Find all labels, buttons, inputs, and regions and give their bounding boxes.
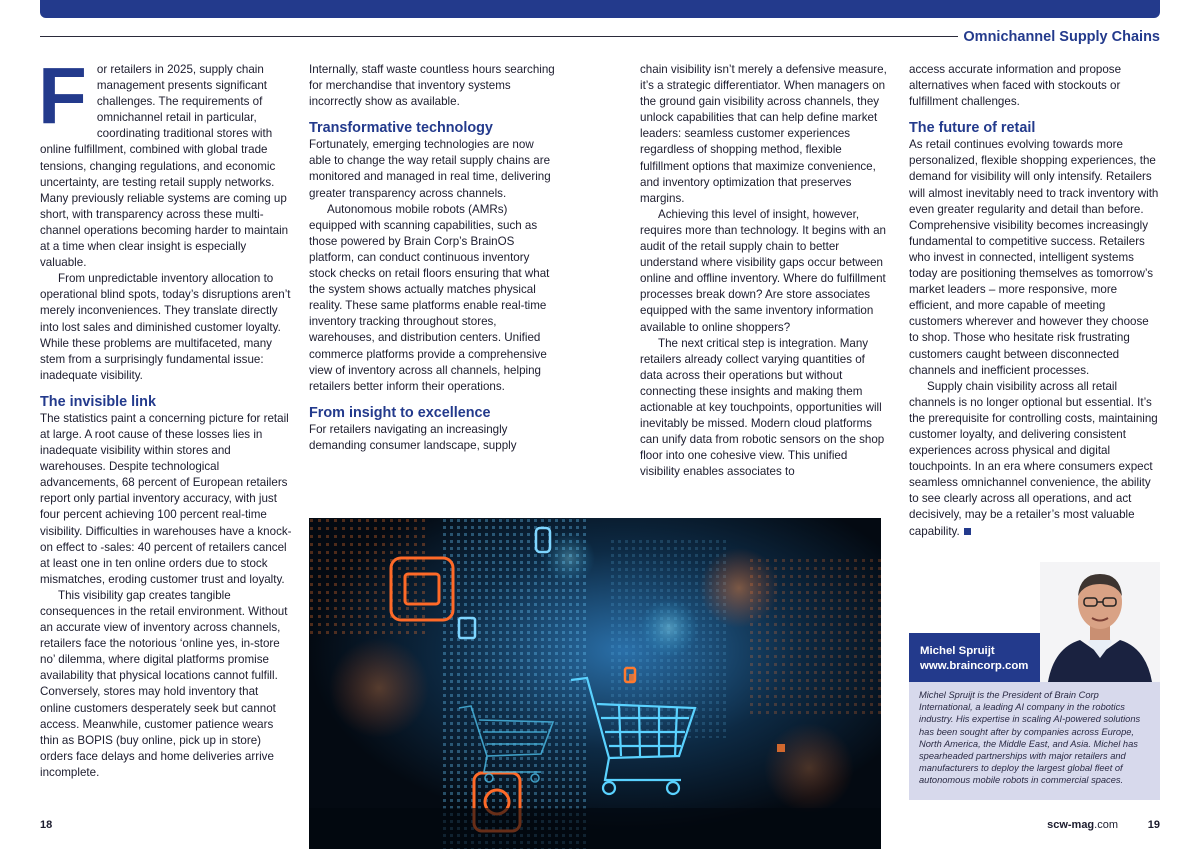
article-column-1 <box>38 51 292 781</box>
subheading-future-of-retail: The future of retail <box>909 120 1036 137</box>
magazine-site <box>1047 819 1118 831</box>
article-column-2 <box>309 62 555 454</box>
paragraph: For retailers navigating an increasingly demanding consumer landscape, supply <box>309 422 517 452</box>
subheading-invisible-link: The invisible link <box>40 393 156 410</box>
intro-paragraph <box>38 51 292 271</box>
site-tld: .com <box>1094 819 1118 831</box>
shopping-cart-illustration <box>309 518 881 849</box>
header-rule <box>40 36 958 37</box>
author-bio: Michel Spruijt is the President of Brain Corp International, a leading AI company in the robotics industry. His expertise in scaling AI-powered solutions has been sought after by companies across Europe, North America, the Middle East, and Asia. Michel has spearheaded partnerships with major retailers and manufacturers to deploy the largest global fleet of autonomous mobile robots in commercial spaces. <box>909 682 1160 800</box>
author-name: Michel Spruijt <box>920 645 995 657</box>
paragraph: chain visibility isn’t merely a defensive measure, it’s a strategic differentiator. When managers on the ground gain visibility across channels, they unlock capabilities that can help define market leaders: seamless customer experiences regardless of shopping method, flexible fulfillment options that maximize convenience, and inventory optimization that preserves margins. <box>640 63 887 205</box>
page-number-left: 18 <box>40 819 53 831</box>
section-title: Omnichannel Supply Chains <box>963 29 1160 45</box>
article-column-4 <box>909 62 1161 540</box>
paragraph: From unpredictable inventory allocation to operational blind spots, today’s disruptions aren’t merely inconveniences. They translate directly into lost sales and diminished customer loyalty. While these problems are multifaceted, many stem from a surprisingly fundamental issue: inadequate visibility. <box>40 272 291 382</box>
paragraph: Internally, staff waste countless hours searching for merchandise that inventory systems incorrectly show as available. <box>309 63 555 109</box>
page-number-right: 19 <box>1147 819 1160 831</box>
paragraph: This visibility gap creates tangible consequences in the retail environment. Without an accurate view of inventory across channels, retailers face the notorious ‘online yes, in-store no’ dilemma, where digital platforms promise availability that physical locations cannot fulfill. Conversely, stores may hold inventory that online customers desperately seek but cannot access. Meanwhile, customer patience wears thin as BOPIS (buy online, pick up in store) orders face delays and home deliveries arrive incomplete. <box>40 588 288 779</box>
subheading-transformative-technology: Transformative technology <box>309 120 493 137</box>
paragraph: Fortunately, emerging technologies are now able to change the way retail supply chains are monitored and managed in real time, delivering greater transparency across channels. <box>309 138 551 200</box>
paragraph: The next critical step is integration. Many retailers already collect varying quantities of data across their operations but without connecting these insights and making them actionable at key touchpoints, opportunities will inevitably be missed. Modern cloud platforms can unify data from robotic sensors on the shop floor into one cohesive view. This unified visibility enables associates to <box>640 336 885 479</box>
article-column-3 <box>640 62 888 480</box>
author-photo <box>1040 562 1160 682</box>
paragraph: The statistics paint a concerning picture for retail at large. A root cause of these losses lies in inadequate visibility within stores and warehouses. Despite technological advancements, 68 percent of European retailers report only partial inventory accuracy, with just four percent achieving 100 percent real-time visibility. Difficulties in warehouses have a knock-on effect to -sales: 40 percent of retailers cancel at least one in ten online orders due to stock mismatches, eroding customer trust and loyalty. <box>40 411 292 586</box>
paragraph <box>909 379 1161 540</box>
site-name: scw-mag <box>1047 819 1095 831</box>
paragraph-text: or retailers in 2025, supply chain management presents significant challenges. The requirements of omnichannel retail in particular, coordinating traditional stores with online fulfillment, combined with global trade tensions, changing regulations, and economic uncertainty, are testing retail supply networks. Many previously reliable systems are coming up short, with transparency across these multi-channel operations becoming harder to maintain at a time when clear insight is especially valuable. <box>40 63 289 270</box>
paragraph: access accurate information and propose alternatives when faced with stockouts or fulfillment challenges. <box>909 63 1122 109</box>
paragraph: Autonomous mobile robots (AMRs) equipped with scanning capabilities, such as those powered by Brain Corp’s BrainOS platform, can conduct continuous inventory stock checks on retail floors ensuring that what the system shows actually matches physical reality. These same platforms enable real-time inventory tracking throughout stores, warehouses, and distribution centers. Unified commerce platforms provide a comprehensive view of inventory across all channels, helping retailers better inform their operations. <box>309 202 550 393</box>
subheading-insight-to-excellence: From insight to excellence <box>309 404 491 421</box>
paragraph: Achieving this level of insight, however, requires more than technology. It begins with an audit of the retail supply chain to better understand where visibility gaps occur between online and offline inventory. Where do fulfillment processes break down? Are store associates equipped with the same inventory information available to online shoppers? <box>640 207 886 334</box>
paragraph-text: Supply chain visibility across all retail channels is no longer optional but essential. It’s the prerequisite for controlling costs, maintaining customer loyalty, and delivering consistent experiences across physical and digital touchpoints. In an era where consumers expect seamless omnichannel convenience, the ability to see clearly across all operations, and act decisively, may be a retailer’s most valuable capability. <box>909 379 1158 538</box>
paragraph: As retail continues evolving towards more personalized, flexible shopping experiences, the demand for visibility will only intensify. Retailers will almost inevitably need to track inventory with even greater regularity and detail than before. Comprehensive visibility becomes increasingly fundamental to competitive success. Retailers who invest in connected, intelligent systems today are positioning themselves as tomorrow’s market leaders – more responsive, more efficient, and more capable of meeting customers wherever and however they choose to shop. Those who hesitate risk frustrating customers caught between disconnected channels and inefficient processes. <box>909 138 1159 377</box>
author-credit <box>920 644 1028 673</box>
author-website-link[interactable]: www.braincorp.com <box>920 659 1029 672</box>
end-mark-icon <box>964 528 971 535</box>
drop-cap: F <box>38 51 87 140</box>
top-color-bar <box>40 0 1160 18</box>
